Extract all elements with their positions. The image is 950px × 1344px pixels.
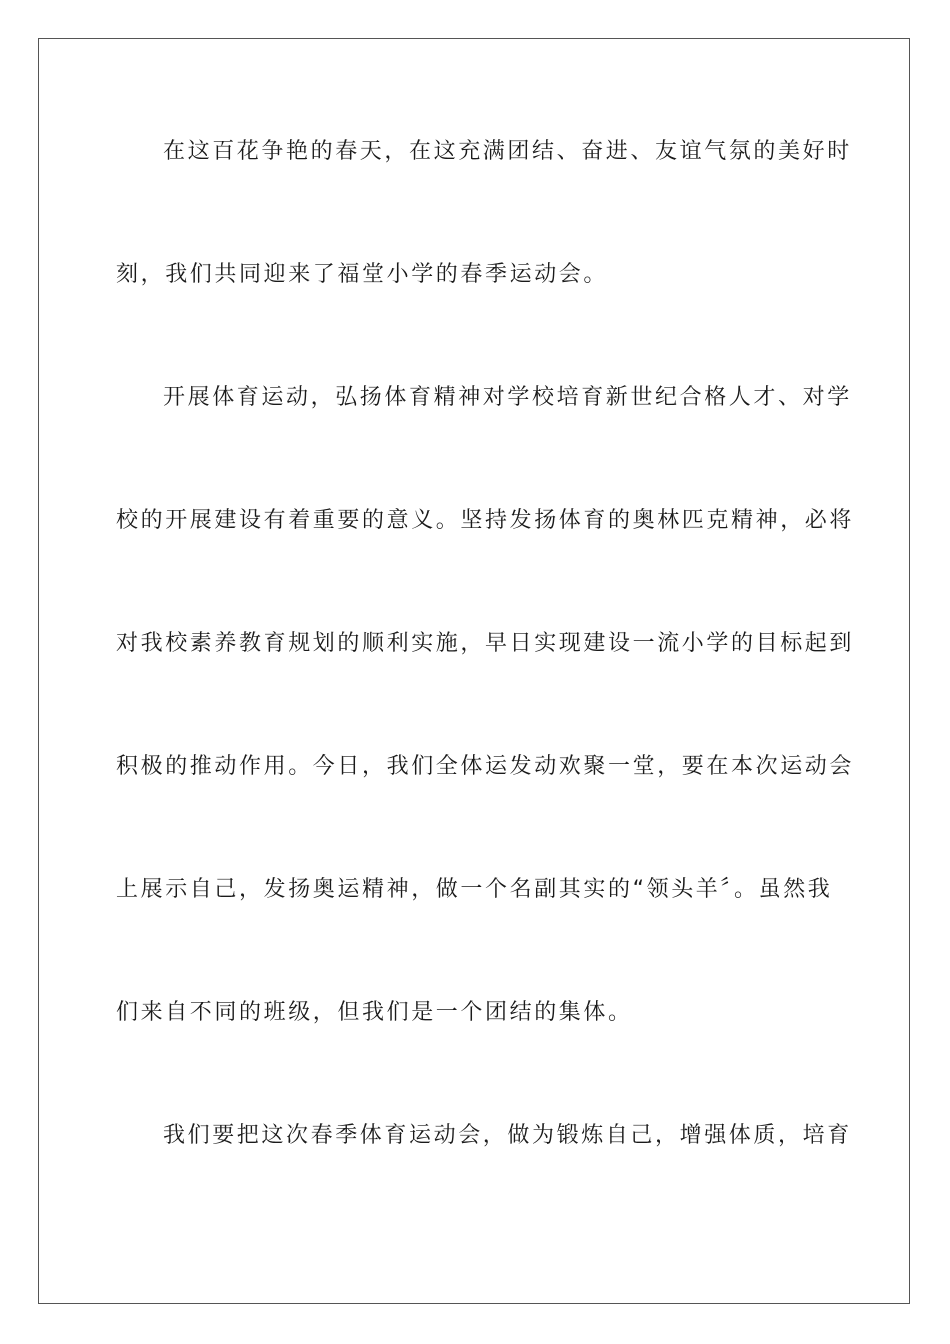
paragraph-2-line-1: 开展体育运动，弘扬体育精神对学校培育新世纪合格人才、对学 (163, 385, 852, 410)
paragraph-2-line-3: 对我校素养教育规划的顺利实施，早日实现建设一流小学的目标起到 (116, 631, 855, 656)
paragraph-2-line-6: 们来自不同的班级，但我们是一个团结的集体。 (116, 1000, 633, 1025)
paragraph-1-line-1: 在这百花争艳的春天，在这充满团结、奋进、友谊气氛的美好时 (163, 139, 852, 164)
paragraph-2-line-2: 校的开展建设有着重要的意义。坚持发扬体育的奥林匹克精神，必将 (116, 508, 855, 533)
paragraph-1-line-2: 刻，我们共同迎来了福堂小学的春季运动会。 (116, 262, 609, 287)
paragraph-3-line-1: 我们要把这次春季体育运动会，做为锻炼自己，增强体质，培育 (163, 1123, 852, 1148)
page-border (38, 38, 910, 1304)
paragraph-2-line-4: 积极的推动作用。今日，我们全体运发动欢聚一堂，要在本次运动会 (116, 754, 855, 779)
paragraph-2-line-5: 上展示自己，发扬奥运精神，做一个名副其实的“领头羊〞。虽然我 (116, 877, 833, 902)
